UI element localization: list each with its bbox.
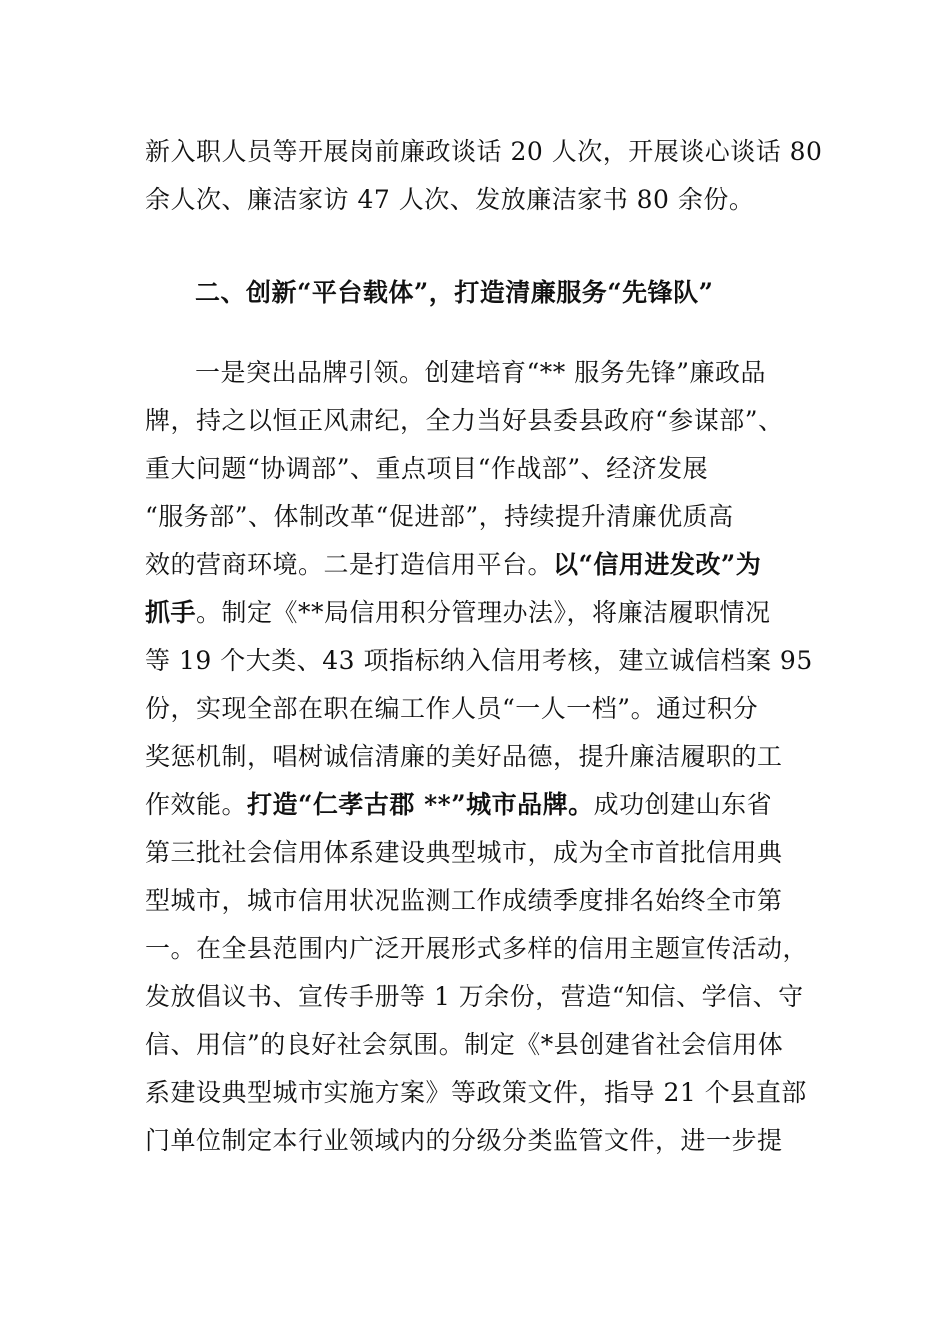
body-line-5: [145, 550, 761, 580]
body-line-10-text-b: 成功创建山东省: [593, 790, 773, 819]
body-line-6-text: 。制定《**局信用积分管理办法》，将廉洁履职情况: [196, 598, 771, 627]
body-line-2: 牌，持之以恒正风肃纪，全力当好县委县政府“参谋部”、: [145, 406, 784, 435]
body-line-10-bold: 打造“仁孝古郡 **”城市品牌。: [247, 790, 594, 819]
body-line-5-bold: 以“信用进发改”为: [553, 550, 762, 579]
body-line-13: 一。在全县范围内广泛开展形式多样的信用主题宣传活动，: [145, 934, 809, 963]
body-line-17: 门单位制定本行业领域内的分级分类监管文件，进一步提: [145, 1126, 783, 1155]
body-line-1: 一是突出品牌引领。创建培育“** 服务先锋”廉政品: [195, 358, 767, 387]
body-line-12: 型城市，城市信用状况监测工作成绩季度排名始终全市第: [145, 886, 783, 915]
section-heading: 二、创新“平台载体”，打造清廉服务“先锋队”: [195, 278, 714, 307]
body-line-3: 重大问题“协调部”、重点项目“作战部”、经济发展: [145, 454, 709, 483]
body-line-15: 信、用信”的良好社会氛围。制定《*县创建省社会信用体: [145, 1030, 784, 1059]
body-line-6: [145, 598, 771, 628]
body-line-10: [145, 790, 772, 820]
body-line-5-text: 效的营商环境。二是打造信用平台。: [145, 550, 554, 579]
body-line-16: 系建设典型城市实施方案》等政策文件，指导 21 个县直部: [145, 1078, 807, 1107]
intro-line-1: 新入职人员等开展岗前廉政谈话 20 人次，开展谈心谈话 80: [145, 137, 823, 166]
intro-line-2: 余人次、廉洁家访 47 人次、发放廉洁家书 80 余份。: [145, 185, 755, 214]
body-line-4: “服务部”、体制改革“促进部”，持续提升清廉优质高: [145, 502, 734, 531]
body-line-7: 等 19 个大类、43 项指标纳入信用考核，建立诚信档案 95: [145, 646, 813, 675]
body-line-9: 奖惩机制，唱树诚信清廉的美好品德，提升廉洁履职的工: [145, 742, 783, 771]
body-line-10-text-a: 作效能。: [145, 790, 248, 819]
body-line-6-bold: 抓手: [145, 598, 197, 627]
body-line-14: 发放倡议书、宣传手册等 1 万余份，营造“知信、学信、守: [145, 982, 804, 1011]
body-line-8: 份，实现全部在职在编工作人员“一人一档”。通过积分: [145, 694, 759, 723]
body-line-11: 第三批社会信用体系建设典型城市，成为全市首批信用典: [145, 838, 783, 867]
